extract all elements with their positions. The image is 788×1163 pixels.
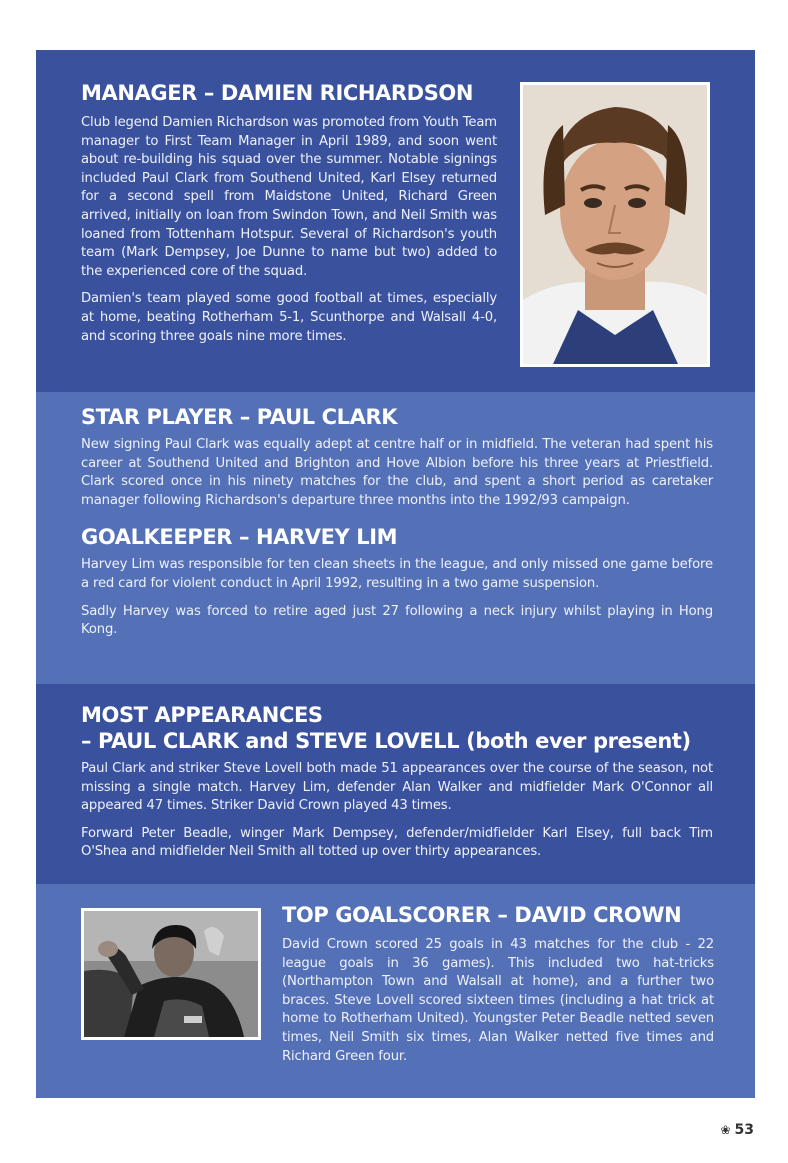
manager-text xyxy=(81,80,497,346)
star-player-paragraph: New signing Paul Clark was equally adept at centre half or in midfield. The veteran had spent his career at Southend United and Brighton and Hove Albion before his three years at Priestfield. Clark scored once in his ninety matches for the club, and spent a short period as caretaker manager following Richardson's departure three months into the 1992/93 campaign. xyxy=(81,437,713,508)
appearances-paragraph-2: Forward Peter Beadle, winger Mark Dempsey, defender/midfielder Karl Elsey, full back Tim O'Shea and midfielder Neil Smith all totted up over thirty appearances. xyxy=(81,825,713,860)
page-footer xyxy=(720,1122,754,1138)
appearances-text xyxy=(81,702,713,862)
club-crest-icon: ❀ xyxy=(720,1123,731,1137)
appearances-section xyxy=(36,684,755,884)
star-player-title: STAR PLAYER – PAUL CLARK xyxy=(81,405,398,429)
star-player-section xyxy=(36,392,755,684)
page-number: 53 xyxy=(734,1122,754,1138)
top-scorer-paragraph: David Crown scored 25 goals in 43 matches for the club - 22 league goals in 36 games). This included two hat-tricks (Northampton Town and Walsall at home), and a further two braces. Steve Lovell scored sixteen times (including a hat trick at home to Rotherham United). Youngster Peter Beadle netted seven times, Neil Smith six times, Alan Walker netted five times and Richard Green four. xyxy=(282,937,714,1064)
goalkeeper-title: GOALKEEPER – HARVEY LIM xyxy=(81,525,398,550)
top-scorer-section xyxy=(36,884,755,1098)
manager-paragraph-2: Damien's team played some good football at times, especially at home, beating Rotherham 5-1, Scunthorpe and Walsall 4-0, and scoring three goals nine more times. xyxy=(81,291,497,344)
appearances-paragraph-1: Paul Clark and striker Steve Lovell both made 51 appearances over the course of the season, not missing a single match. Harvey Lim, defender Alan Walker and midfielder Mark O'Connor all appeared 47 times. Striker David Crown played 43 times. xyxy=(81,761,713,814)
top-scorer-text xyxy=(282,902,714,1066)
top-scorer-title: TOP GOALSCORER – DAVID CROWN xyxy=(282,903,682,927)
star-player-text xyxy=(81,404,713,640)
top-scorer-image xyxy=(84,911,258,1037)
goalkeeper-paragraph-1: Harvey Lim was responsible for ten clean sheets in the league, and only missed one game before a red card for violent conduct in April 1992, resulting in a two game suspension. xyxy=(81,557,713,591)
manager-portrait-image xyxy=(523,85,707,364)
manager-section xyxy=(36,50,755,392)
goalkeeper-paragraph-2: Sadly Harvey was forced to retire aged just 27 following a neck injury whilst playing in Hong Kong. xyxy=(81,603,713,638)
appearances-title: MOST APPEARANCES xyxy=(81,703,323,727)
manager-paragraph-1: Club legend Damien Richardson was promoted from Youth Team manager to First Team Manager in April 1989, and soon went about re-building his squad over the summer. Notable signings included Paul Clark from Southend United, Karl Elsey returned for a second spell from Maidstone United, Richard Green arrived, initially on loan from Swindon Town, and Neil Smith was loaned from Tottenham Hotspur. Several of Richardson's youth team (Mark Dempsey, Joe Dunne to name but two) added to the experienced core of the squad. xyxy=(81,115,497,279)
appearances-subtitle: – PAUL CLARK and STEVE LOVELL (both ever present) xyxy=(81,729,691,753)
manager-title: MANAGER – DAMIEN RICHARDSON xyxy=(81,81,474,105)
manager-portrait-photo xyxy=(520,82,710,367)
top-scorer-photo xyxy=(81,908,261,1040)
